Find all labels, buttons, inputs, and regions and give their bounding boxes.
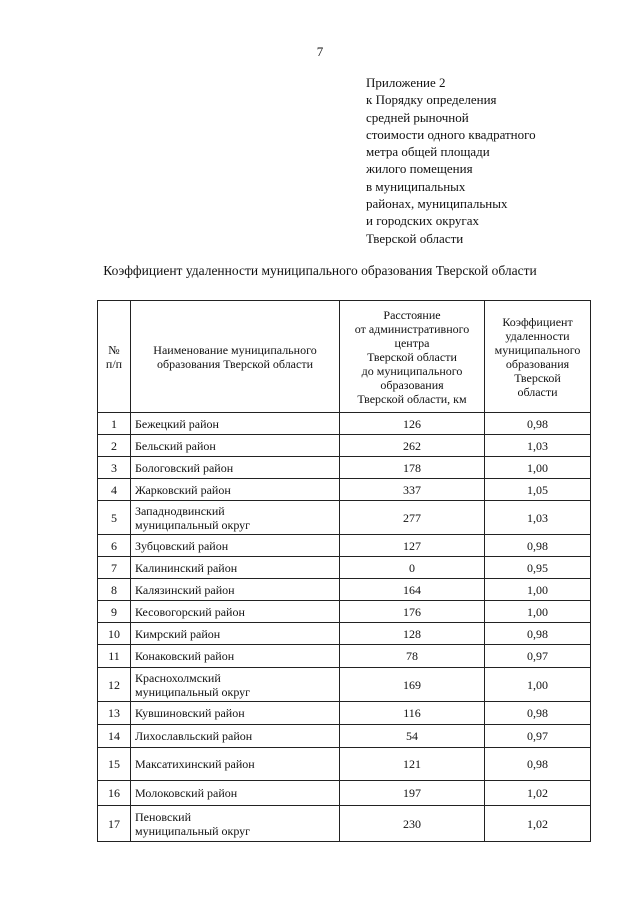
header-line: п/п — [105, 356, 123, 371]
row-distance: 126 — [340, 413, 485, 435]
row-name-line: Калининский район — [135, 560, 238, 575]
row-number: 6 — [98, 535, 131, 557]
row-distance: 230 — [340, 806, 485, 842]
row-coefficient: 0,98 — [485, 702, 591, 725]
header-line: удаленности — [505, 328, 570, 343]
row-name — [131, 413, 340, 435]
row-number: 14 — [98, 725, 131, 748]
appendix-line: Тверской области — [366, 230, 464, 246]
row-name — [131, 579, 340, 601]
row-coefficient: 0,97 — [485, 645, 591, 668]
row-coefficient: 0,95 — [485, 557, 591, 579]
header-name — [131, 301, 340, 413]
row-name-line: Максатихинский район — [135, 757, 255, 771]
header-line: Расстояние — [383, 307, 441, 322]
table-row — [98, 535, 591, 557]
row-coefficient: 0,98 — [485, 413, 591, 435]
header-line: центра — [394, 335, 430, 350]
row-name — [131, 501, 340, 535]
row-name — [131, 535, 340, 557]
row-distance: 337 — [340, 479, 485, 501]
row-number: 2 — [98, 435, 131, 457]
row-distance: 128 — [340, 623, 485, 645]
row-name-line: Лихославльский район — [135, 729, 253, 743]
row-name — [131, 557, 340, 579]
header-coef — [485, 301, 591, 413]
table-row — [98, 579, 591, 601]
row-distance: 164 — [340, 579, 485, 601]
row-name — [131, 702, 340, 725]
row-number: 4 — [98, 479, 131, 501]
table-row — [98, 457, 591, 479]
table-row — [98, 557, 591, 579]
header-line: Тверской — [514, 370, 561, 385]
table-row — [98, 725, 591, 748]
row-coefficient: 0,98 — [485, 535, 591, 557]
row-distance: 127 — [340, 535, 485, 557]
table-row — [98, 413, 591, 435]
table-header-row — [98, 301, 591, 413]
row-number: 5 — [98, 501, 131, 535]
row-name — [131, 435, 340, 457]
appendix-line: стоимости одного квадратного — [366, 126, 536, 142]
header-line: муниципального — [494, 342, 581, 357]
coefficient-table — [97, 300, 591, 842]
row-name — [131, 623, 340, 645]
row-name-line: Жарковский район — [135, 482, 231, 497]
row-name-line: Западнодвинский — [135, 503, 225, 518]
row-distance: 121 — [340, 748, 485, 781]
appendix-line: в муниципальных — [366, 178, 466, 194]
appendix-line: метра общей площади — [366, 144, 490, 160]
row-name-line: Краснохолмский — [135, 670, 221, 685]
row-distance: 262 — [340, 435, 485, 457]
row-coefficient: 1,00 — [485, 601, 591, 623]
row-name-line: Конаковский район — [135, 649, 235, 663]
row-coefficient: 0,98 — [485, 623, 591, 645]
row-name-line: Бежецкий район — [135, 416, 219, 431]
table-row — [98, 806, 591, 842]
row-coefficient: 1,03 — [485, 435, 591, 457]
table-row — [98, 479, 591, 501]
row-name-line: Кимрский район — [135, 626, 221, 641]
appendix-line: Приложение 2 — [366, 75, 446, 90]
row-number: 7 — [98, 557, 131, 579]
row-number: 12 — [98, 668, 131, 702]
row-distance: 0 — [340, 557, 485, 579]
row-name-line: Кувшиновский район — [135, 706, 245, 720]
row-name-line: муниципальный округ — [135, 684, 251, 699]
row-name — [131, 781, 340, 806]
row-coefficient: 1,02 — [485, 806, 591, 842]
row-number: 8 — [98, 579, 131, 601]
row-distance: 116 — [340, 702, 485, 725]
table-row — [98, 435, 591, 457]
table-row — [98, 748, 591, 781]
header-line: от административного — [354, 321, 470, 336]
row-distance: 54 — [340, 725, 485, 748]
appendix-line: к Порядку определения — [366, 92, 497, 108]
row-number: 9 — [98, 601, 131, 623]
header-num — [98, 301, 131, 413]
appendix-line: и городских округах — [366, 213, 479, 229]
row-coefficient: 1,02 — [485, 781, 591, 806]
appendix-line: жилого помещения — [366, 161, 473, 177]
row-name — [131, 601, 340, 623]
row-name-line: Зубцовский район — [135, 538, 229, 553]
row-name — [131, 479, 340, 501]
header-line: Коэффициент — [502, 314, 573, 329]
row-coefficient: 1,05 — [485, 479, 591, 501]
row-distance: 197 — [340, 781, 485, 806]
appendix-line: районах, муниципальных — [366, 196, 508, 212]
table-row — [98, 501, 591, 535]
header-distance — [340, 301, 485, 413]
row-name — [131, 668, 340, 702]
row-name — [131, 457, 340, 479]
header-line: образования — [505, 356, 570, 371]
row-number: 15 — [98, 748, 131, 781]
row-number: 10 — [98, 623, 131, 645]
header-line: области — [517, 384, 558, 399]
row-number: 13 — [98, 702, 131, 725]
table-row — [98, 645, 591, 668]
row-name-line: Бельский район — [135, 438, 216, 453]
row-name-line: Молоковский район — [135, 786, 238, 800]
row-number: 3 — [98, 457, 131, 479]
table-row — [98, 623, 591, 645]
table-row — [98, 702, 591, 725]
row-name-line: муниципальный округ — [135, 823, 251, 838]
table-row — [98, 781, 591, 806]
row-name-line: муниципальный округ — [135, 517, 251, 532]
row-name — [131, 645, 340, 668]
row-name-line: Бологовский район — [135, 460, 234, 475]
header-line: до муниципального — [361, 363, 463, 378]
row-number: 1 — [98, 413, 131, 435]
row-coefficient: 1,00 — [485, 457, 591, 479]
appendix-line: средней рыночной — [366, 109, 469, 125]
row-distance: 277 — [340, 501, 485, 535]
row-coefficient: 0,97 — [485, 725, 591, 748]
header-line: Тверской области — [367, 349, 457, 364]
row-name-line: Кесовогорский район — [135, 604, 245, 619]
header-line: образования Тверской области — [156, 356, 314, 371]
row-coefficient: 1,00 — [485, 579, 591, 601]
row-name — [131, 806, 340, 842]
header-line: образования — [380, 377, 444, 392]
row-number: 17 — [98, 806, 131, 842]
row-name-line: Пеновский — [135, 809, 192, 824]
row-name-line: Калязинский район — [135, 582, 235, 597]
row-distance: 176 — [340, 601, 485, 623]
row-number: 16 — [98, 781, 131, 806]
row-name — [131, 725, 340, 748]
table-row — [98, 668, 591, 702]
row-number: 11 — [98, 645, 131, 668]
document-title: Коэффициент удаленности муниципального образования Тверской области — [103, 263, 537, 278]
row-distance: 78 — [340, 645, 485, 668]
header-line: № — [108, 342, 120, 357]
row-name — [131, 748, 340, 781]
row-coefficient: 0,98 — [485, 748, 591, 781]
header-line: Тверской области, км — [357, 391, 467, 406]
appendix-note — [366, 74, 616, 247]
row-distance: 178 — [340, 457, 485, 479]
row-distance: 169 — [340, 668, 485, 702]
header-line: Наименование муниципального — [153, 342, 317, 357]
table-body — [98, 413, 591, 842]
page-number: 7 — [316, 44, 324, 59]
table-row — [98, 601, 591, 623]
row-coefficient: 1,03 — [485, 501, 591, 535]
row-coefficient: 1,00 — [485, 668, 591, 702]
